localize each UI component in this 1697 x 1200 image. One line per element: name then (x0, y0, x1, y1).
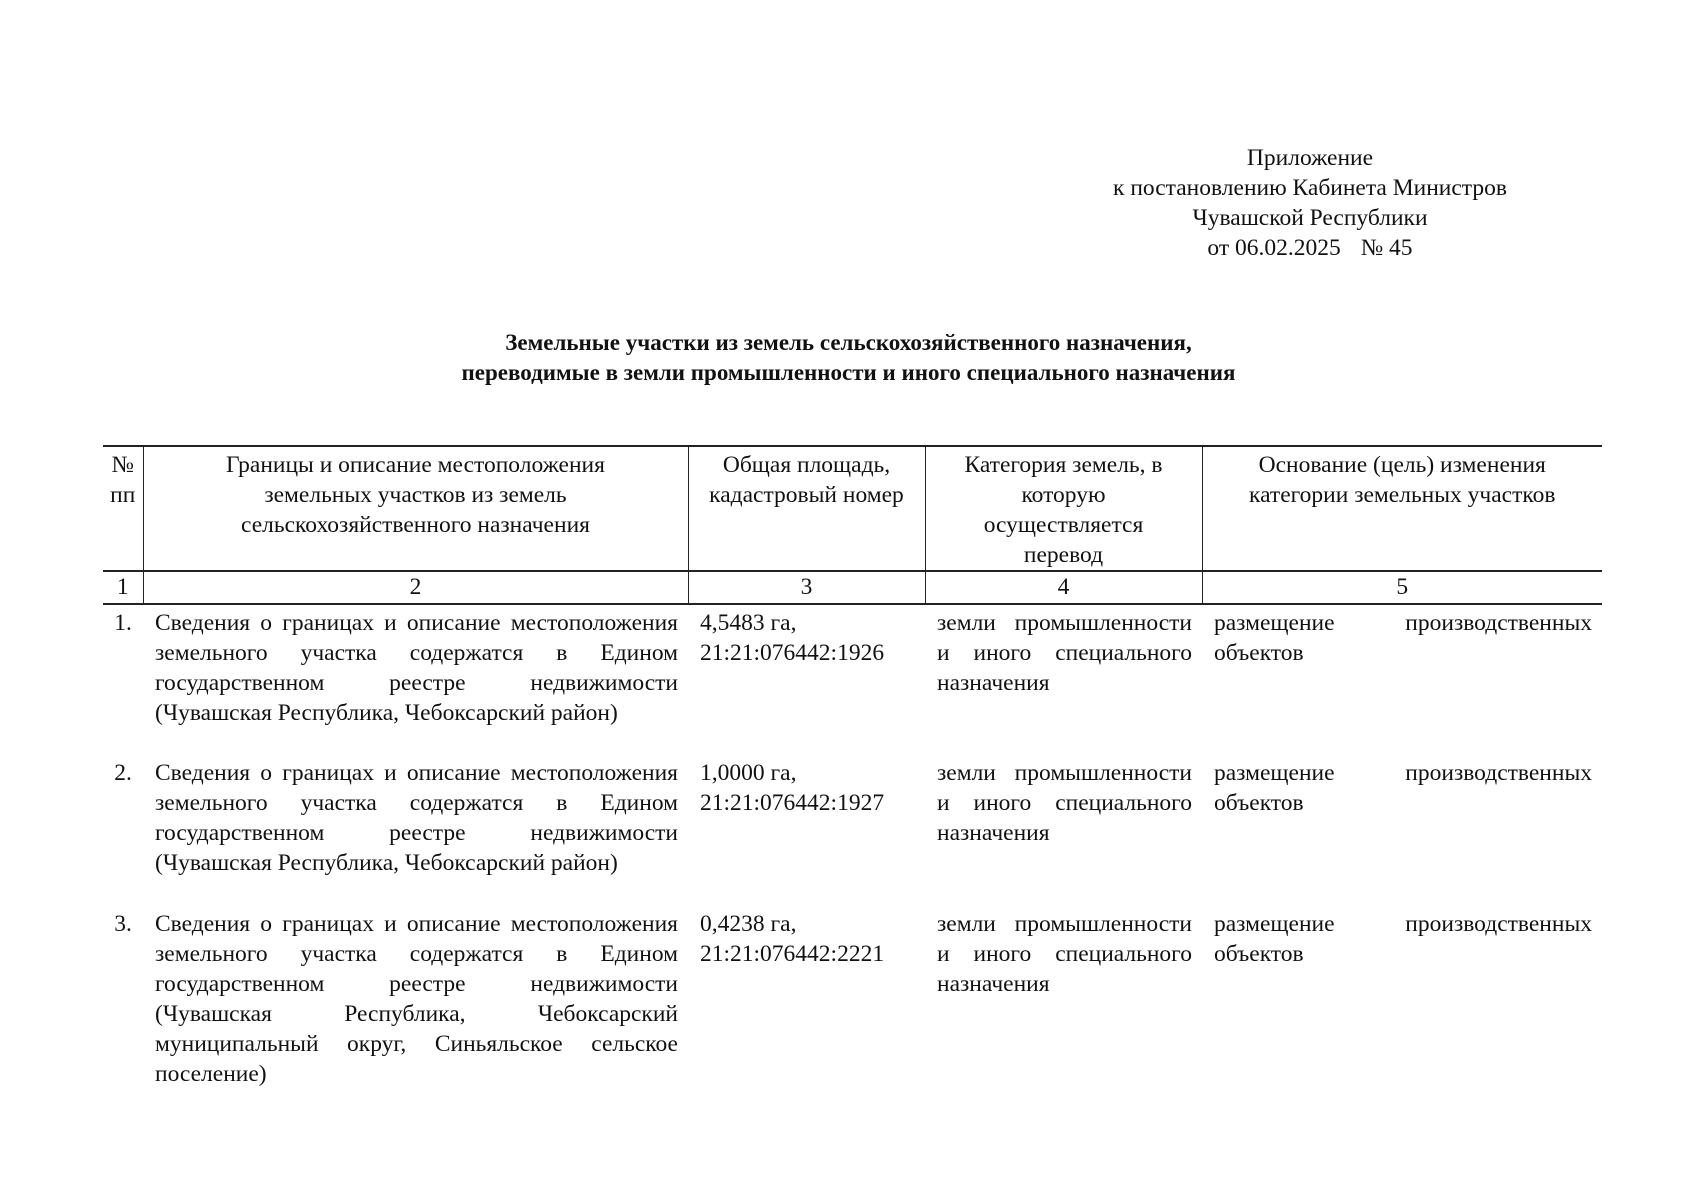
title-line-2: переводимые в земли промышленности и иного специального назначения (461, 360, 1236, 385)
appendix-number: № 45 (1360, 235, 1413, 261)
table-header-row (103, 446, 1602, 571)
column-number: 3 (688, 571, 925, 604)
header-category: Категория земель, в которую осуществляется перевод (925, 446, 1202, 571)
row-area: 4,5483 га, (700, 610, 797, 636)
header-number: № пп (103, 446, 143, 571)
row-cadastral-number: 21:21:076442:1927 (700, 790, 885, 816)
header-purpose: Основание (цель) изменения категории земельных участков (1202, 446, 1602, 571)
column-number: 1 (103, 571, 143, 604)
column-number-row (103, 571, 1602, 604)
column-number: 4 (925, 571, 1202, 604)
land-plots-table (103, 445, 1602, 1089)
row-category: земли промышленности и иного специального назначения (937, 911, 1192, 997)
header-description: Границы и описание местоположения земельных участков из земель сельскохозяйственного назначения (143, 446, 688, 571)
row-number: 2. (114, 760, 132, 786)
appendix-block (1060, 143, 1560, 263)
document-title (0, 328, 1697, 388)
row-cadastral-number: 21:21:076442:1926 (700, 640, 885, 666)
row-number: 1. (114, 610, 132, 636)
column-number: 2 (143, 571, 688, 604)
row-area-cell (688, 755, 925, 906)
row-area: 0,4238 га, (700, 911, 797, 937)
row-description: Сведения о границах и описание местоположения земельного участка содержатся в Едином государственном реестре недвижимости (Чувашская Республика, Чебоксарский район) (155, 760, 678, 876)
title-line-1: Земельные участки из земель сельскохозяйственного назначения, (505, 330, 1192, 355)
row-description: Сведения о границах и описание местоположения земельного участка содержатся в Едином государственном реестре недвижимости (Чувашская Республика, Чебоксарский район) (155, 610, 678, 726)
appendix-republic: Чувашской Республики (1192, 205, 1428, 231)
header-area: Общая площадь, кадастровый номер (688, 446, 925, 571)
row-area: 1,0000 га, (700, 760, 797, 786)
row-description: Сведения о границах и описание местоположения земельного участка содержатся в Едином государственном реестре недвижимости (Чувашская Республика, Чебоксарский муниципальный округ, Синьяльское сельское поселение) (155, 911, 678, 1087)
row-cadastral-number: 21:21:076442:2221 (700, 941, 885, 967)
row-purpose: размещение производственных объектов (1214, 911, 1592, 967)
appendix-decree: к постановлению Кабинета Министров (1113, 175, 1507, 201)
row-area-cell (688, 906, 925, 1089)
row-category: земли промышленности и иного специального назначения (937, 760, 1192, 846)
row-purpose: размещение производственных объектов (1214, 610, 1592, 666)
table-row (103, 906, 1602, 1089)
appendix-date-line (1060, 233, 1560, 263)
appendix-label: Приложение (1246, 145, 1374, 171)
row-purpose: размещение производственных объектов (1214, 760, 1592, 816)
row-number: 3. (114, 911, 132, 937)
table-row (103, 755, 1602, 906)
table-row (103, 604, 1602, 755)
row-area-cell (688, 604, 925, 755)
column-number: 5 (1202, 571, 1602, 604)
appendix-date: от 06.02.2025 (1207, 235, 1341, 261)
row-category: земли промышленности и иного специального назначения (937, 610, 1192, 696)
